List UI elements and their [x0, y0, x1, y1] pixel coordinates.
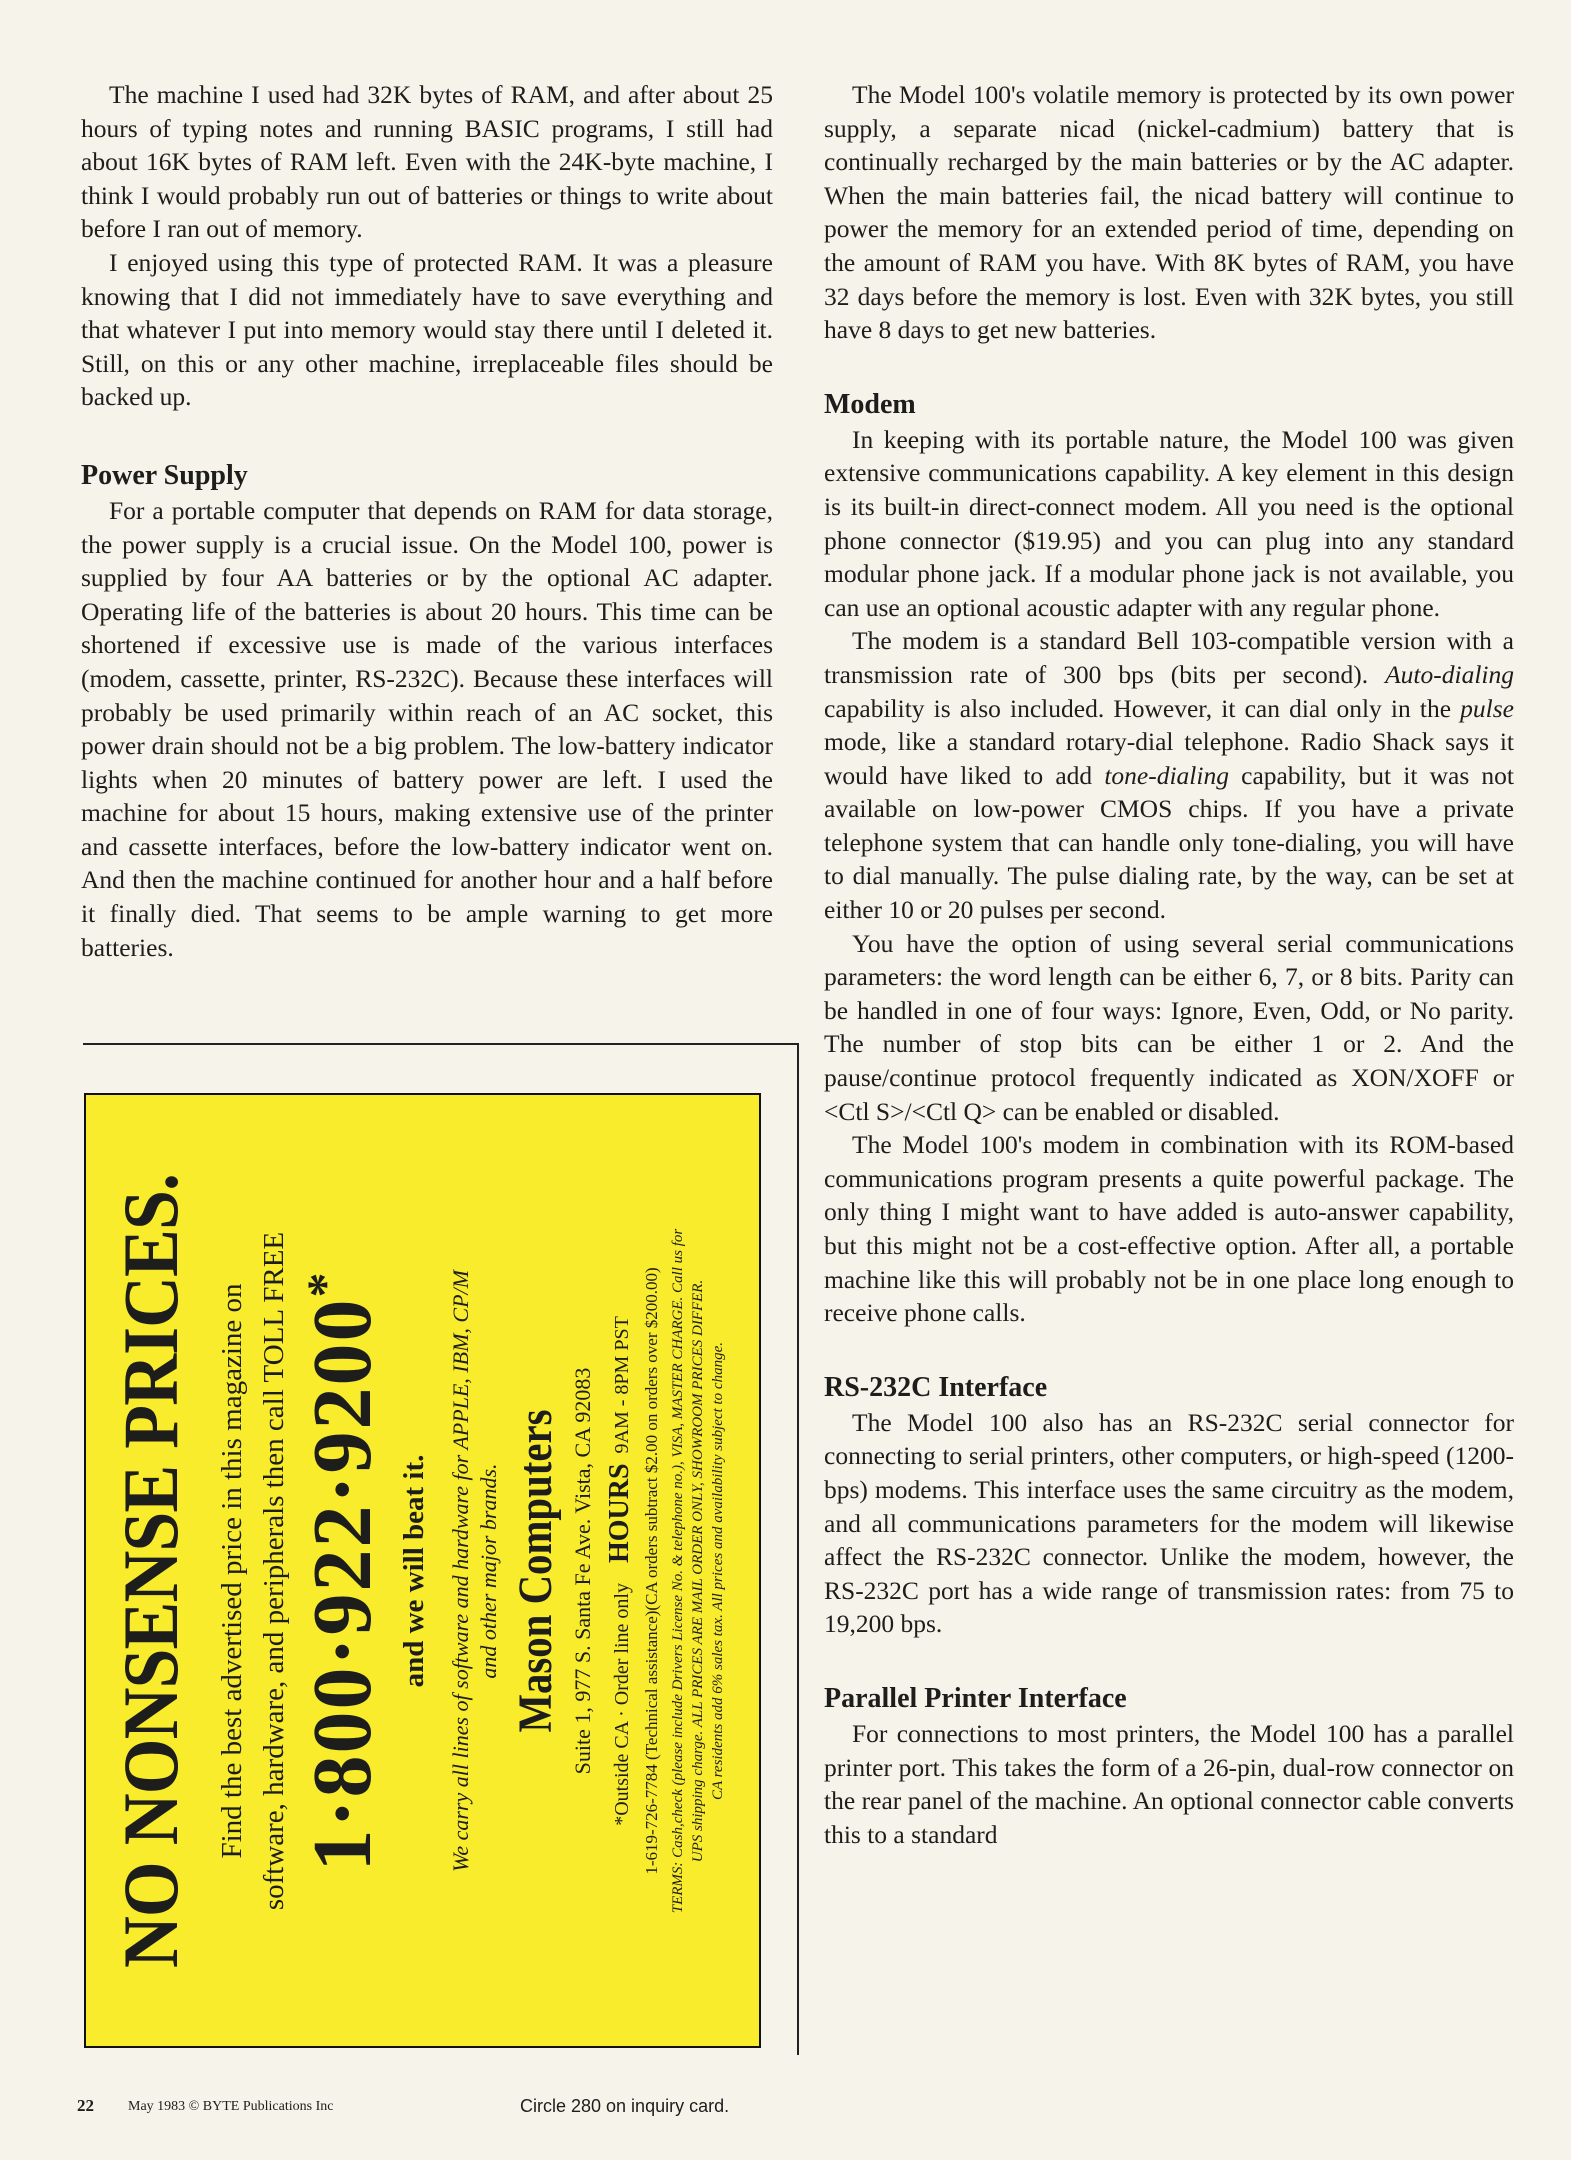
- heading-modem: Modem: [824, 388, 916, 420]
- paragraph: The Model 100 also has an RS-232C serial connector for connecting to serial printers, other computers, or high-speed (1200-bps) modems. This interface uses the same circuitry as the modem, and all communications parameters for the modem will likewise affect the RS-232C connector. Unlike the modem, however, the RS-232C port has a wide range of transmission rates: from 75 to 19,200 bps.: [824, 1407, 1514, 1639]
- ad-terms: CA residents add 6% sales tax. All prices and availability subject to change.: [709, 1341, 726, 1800]
- ad-hours: [604, 1106, 636, 2036]
- page-number: 22: [77, 2096, 94, 2115]
- paragraph: You have the option of using several serial communications parameters: the word length can be either 6, 7, or 8 bits. Parity can be handled in one of four ways: Ignore, Even, Odd, or No parity. The number of stop bits can be either 1 or 2. And the pause/continue protocol frequently indicated as XON/XOFF or <Ctl S>/<Ctl Q> can be enabled or disabled.: [824, 928, 1514, 1126]
- paragraph: For connections to most printers, the Model 100 has a parallel printer port. This takes the form of a 26-pin, dual-row connector on the rear panel of the machine. An optional connector cable converts this to a standard: [824, 1718, 1514, 1849]
- paragraph: [824, 624, 1514, 926]
- ad-phone-digits: 1·800·922·9200: [295, 1296, 389, 1872]
- ad-phone-number: [294, 1106, 391, 2036]
- paragraph: The machine I used had 32K bytes of RAM, and after about 25 hours of typing notes and running BASIC programs, I still had about 16K bytes of RAM left. Even with the 24K-byte machine, I think I would probably run out of batteries or things to write about before I ran out of memory.: [81, 80, 773, 244]
- advertisement: [84, 1093, 761, 2048]
- ad-address: Suite 1, 977 S. Santa Fe Ave. Vista, CA 92083: [569, 1367, 595, 1774]
- ad-text: and other major brands.: [475, 1462, 501, 1679]
- ad-hours-value: 9AM - 8PM PST: [610, 1315, 633, 1453]
- text-run: capability, but it was not available on low-power CMOS chips. If you have a private telephone system that can handle only tone-dialing, you will have to dial manually. The pulse dialing rate, by the way, can be set at either 10 or 20 pulses per second.: [824, 760, 1515, 925]
- ad-company-name: Mason Computers: [508, 1409, 562, 1732]
- text-emphasis: pulse: [1460, 693, 1514, 723]
- text-run: mode, like a standard rotary-dial telephone. Radio Shack says it would have liked to add: [824, 727, 1514, 790]
- heading-parallel-printer-interface: Parallel Printer Interface: [824, 1682, 1127, 1714]
- ad-tech-line: 1-619-726-7784 (Technical assistance)(CA orders subtract $2.00 on orders over $200.00): [641, 1266, 661, 1875]
- left-column: [81, 78, 773, 964]
- heading-power-supply: Power Supply: [81, 459, 248, 491]
- ad-text: software, hardware, and peripherals then call TOLL FREE: [257, 1231, 290, 1910]
- advertisement-rotated-content: [98, 1106, 748, 2036]
- heading-rs232c-interface: RS-232C Interface: [824, 1371, 1048, 1403]
- paragraph: I enjoyed using this type of protected RAM. It was a pleasure knowing that I did not immediately have to save everything and that whatever I put into memory would stay there until I deleted it. Still, on this or any other machine, irreplaceable files should be backed up.: [81, 247, 773, 412]
- text-run: The modem is a standard Bell 103-compatible version with a transmission rate of 300 bps (bits per second).: [824, 626, 1514, 689]
- publication-line: May 1983 © BYTE Publications Inc: [128, 2099, 334, 2114]
- ad-text: We carry all lines of software and hardware for APPLE, IBM, CP/M: [447, 1269, 473, 1872]
- paragraph: In keeping with its portable nature, the Model 100 was given extensive communications capability. A key element in this design is its built-in direct-connect modem. All you need is the optional phone connector ($19.95) and you can plug into any standard modular phone jack. If a modular phone jack is not available, you can use an optional acoustic adapter with any regular phone.: [824, 424, 1514, 622]
- ad-headline: NO NONSENSE PRICES.: [106, 1173, 194, 1968]
- ad-tagline: and we will beat it.: [397, 1454, 430, 1687]
- inquiry-card-note: Circle 280 on inquiry card.: [520, 2096, 730, 2116]
- paragraph: For a portable computer that depends on RAM for data storage, the power supply is a crucial issue. On the Model 100, power is supplied by four AA batteries or by the optional AC adapter. Operating life of the batteries is about 20 hours. This time can be shortened if excessive use is made of the various interfaces (modem, cassette, printer, RS-232C). Because these interfaces will probably be used primarily within reach of an AC socket, this power drain should not be a big problem. The low-battery indicator lights when 20 minutes of battery power are left. I used the machine for about 15 hours, making extensive use of the printer and cassette interfaces, before the low-battery indicator went on. And then the machine continued for another hour and a half before it finally died. That seems to be ample warning to get more batteries.: [81, 495, 773, 962]
- ad-text: Find the best advertised price in this magazine on: [215, 1283, 248, 1859]
- paragraph: The Model 100's modem in combination with its ROM-based communications program presents a quite powerful package. The only thing I might want to have added is auto-answer capability, but this might not be a cost-effective option. After all, a portable machine like this will probably not be in one place long enough to receive phone calls.: [824, 1130, 1514, 1328]
- ad-terms: TERMS: Cash,check (please include Drivers License No. & telephone no.), VISA, MASTER CHARGE. Call us for: [669, 1228, 686, 1913]
- ad-asterisk: *: [295, 1269, 352, 1297]
- text-run: capability is also included. However, it can dial only in the: [824, 693, 1461, 723]
- text-emphasis: tone-dialing: [1104, 760, 1229, 790]
- ad-hours-label: HOURS: [603, 1462, 635, 1563]
- ad-outside-ca: *Outside CA · Order line only: [610, 1582, 633, 1826]
- paragraph: The Model 100's volatile memory is protected by its own power supply, a separate nicad (nickel-cadmium) battery that is continually recharged by the main batteries or by the AC adapter. When the main batteries fail, the nicad battery will continue to power the memory for an extended period of time, depending on the amount of RAM you have. With 8K bytes of RAM, you have 32 days before the memory is lost. Even with 32K bytes, you still have 8 days to get new batteries.: [824, 80, 1514, 345]
- right-column: [824, 78, 1514, 1851]
- ad-terms: UPS shipping charge. ALL PRICES ARE MAIL ORDER ONLY, SHOWROOM PRICES DIFFER.: [689, 1279, 706, 1862]
- text-emphasis: Auto-dialing: [1385, 659, 1514, 689]
